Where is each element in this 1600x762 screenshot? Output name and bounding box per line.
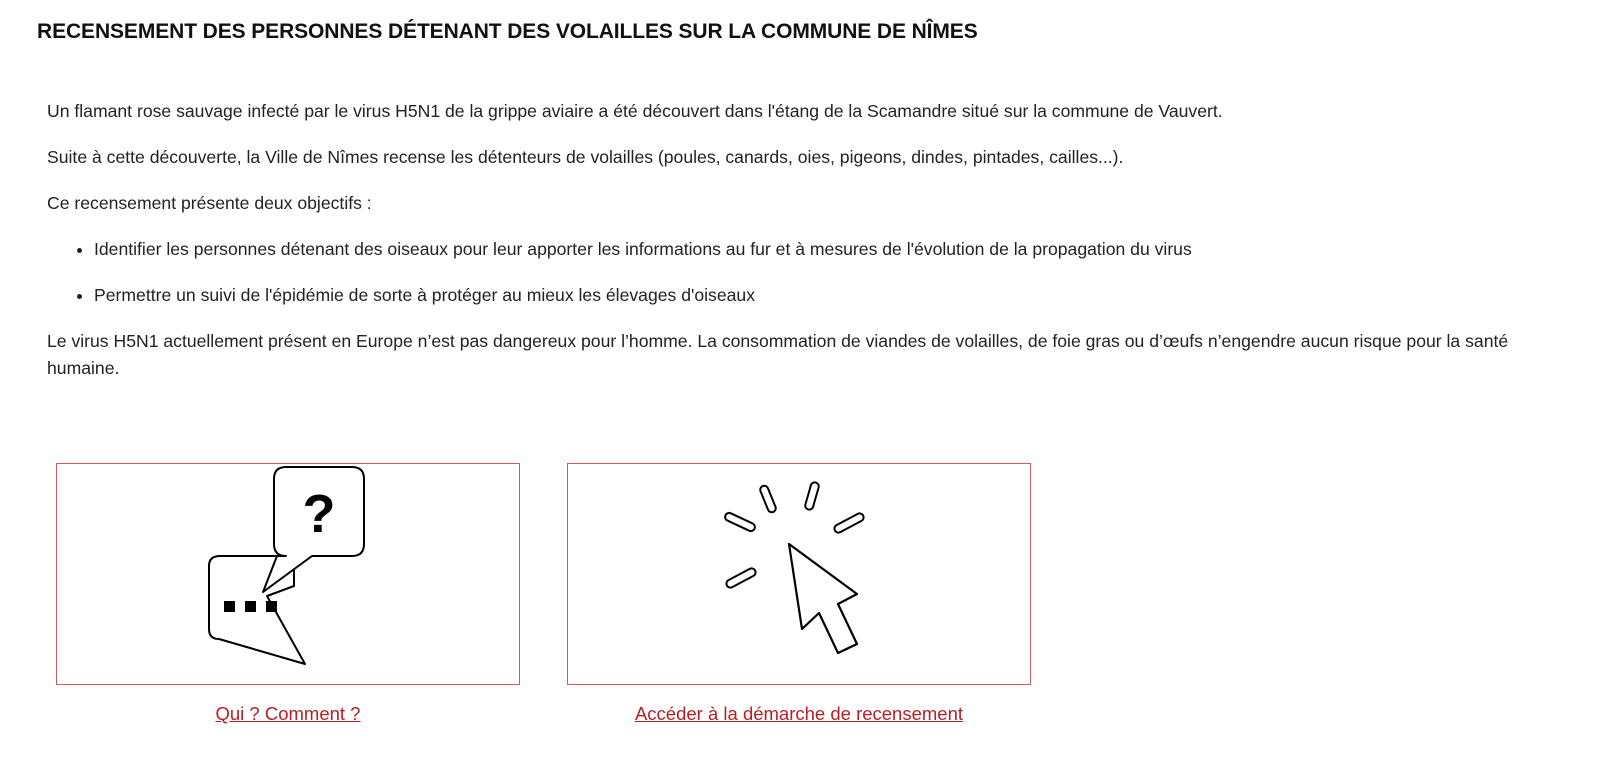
census-procedure-link[interactable]: Accéder à la démarche de recensement — [634, 703, 964, 724]
objectives-intro: Ce recensement présente deux objectifs : — [47, 193, 372, 213]
census-paragraph: Suite à cette découverte, la Ville de Nîmes recense les détenteurs de volailles (poules, canards, oies, pigeons, dindes, pintades, cailles...). — [47, 147, 1124, 167]
click-cursor-icon — [568, 464, 1030, 684]
intro-paragraph: Un flamant rose sauvage infecté par le virus H5N1 de la grippe aviaire a été découvert dans l'étang de la Scamandre situé sur la commune de Vauvert. — [47, 101, 1223, 121]
faq-card[interactable] — [56, 463, 520, 685]
list-item: • Permettre un suivi de l'épidémie de sorte à protéger au mieux les élevages d'oiseaux — [94, 282, 1547, 309]
ellipsis-dot — [266, 601, 277, 612]
speech-bubbles-question-icon — [57, 464, 519, 684]
ellipsis-dot — [224, 601, 235, 612]
safety-paragraph: Le virus H5N1 actuellement présent en Europe n’est pas dangereux pour l’homme. La consommation de viandes de volailles, de foie gras ou d’œufs n’engendre aucun risque pour la santé humaine. — [47, 331, 1509, 378]
main-content — [47, 98, 1547, 401]
faq-link[interactable]: Qui ? Comment ? — [215, 703, 361, 724]
census-card[interactable] — [567, 463, 1031, 685]
question-mark-glyph: ? — [302, 484, 336, 544]
ellipsis-dot — [245, 601, 256, 612]
page-title: RECENSEMENT DES PERSONNES DÉTENANT DES VOLAILLES SUR LA COMMUNE DE NÎMES — [37, 20, 978, 43]
objectives-list — [47, 236, 1547, 309]
list-item: • Identifier les personnes détenant des oiseaux pour leur apporter les informations au fur et à mesures de l'évolution de la propagation du virus — [94, 236, 1547, 263]
